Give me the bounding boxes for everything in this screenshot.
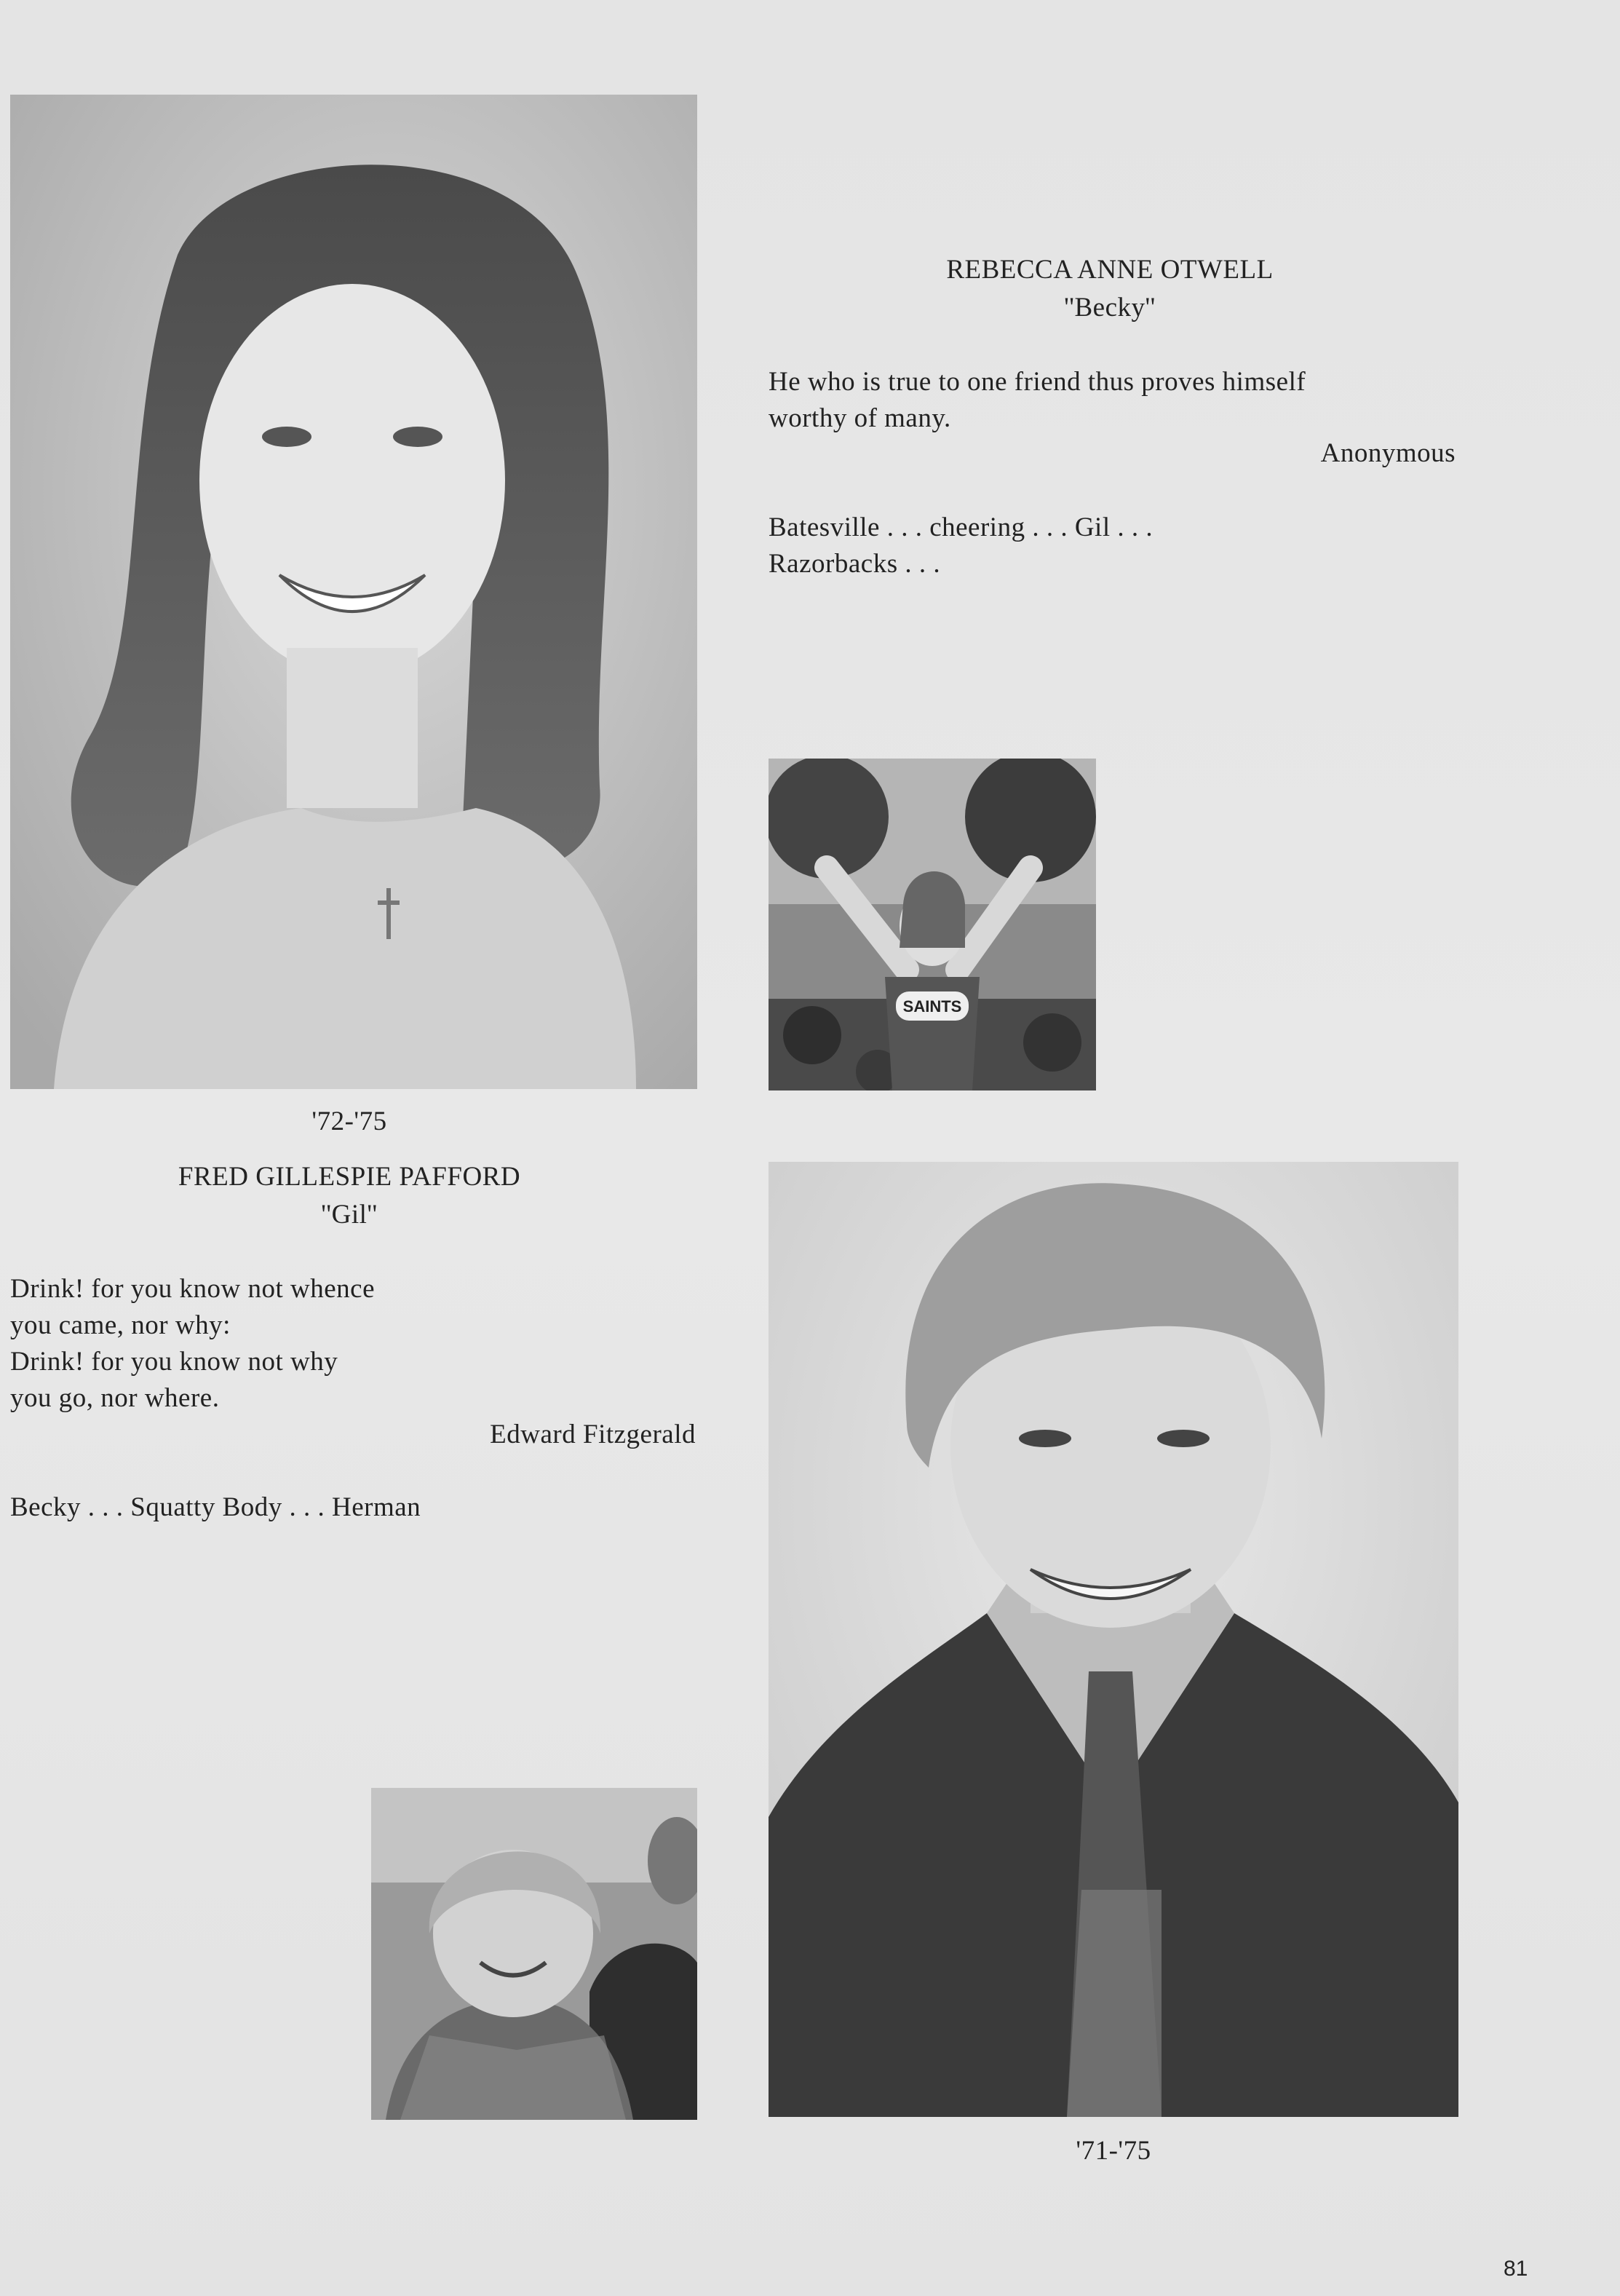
rebecca-portrait-photo	[10, 95, 697, 1089]
fred-nickname: ''Gil''	[321, 1200, 378, 1230]
fred-portrait-photo	[769, 1162, 1458, 2117]
fred-activities-line: Becky . . . Squatty Body . . . Herman	[10, 1492, 421, 1522]
fred-quote-line: you go, nor where.	[10, 1383, 220, 1413]
rebecca-candid-photo	[769, 759, 1096, 1090]
fred-quote-author: Edward Fitzgerald	[490, 1420, 696, 1449]
rebecca-quote-line: worthy of many.	[769, 403, 951, 433]
fred-years: '71-'75	[1076, 2136, 1151, 2166]
rebecca-activities-line: Razorbacks . . .	[769, 549, 941, 579]
rebecca-quote-author: Anonymous	[1320, 438, 1456, 468]
fred-quote-line: you came, nor why:	[10, 1310, 231, 1340]
rebecca-activities-line: Batesville . . . cheering . . . Gil . . .	[769, 512, 1154, 542]
saints-banner-text: SAINTS	[902, 997, 962, 1016]
page-number: 81	[1504, 2257, 1528, 2281]
fred-quote-line: Drink! for you know not whence	[10, 1274, 376, 1304]
rebecca-years: '72-'75	[311, 1107, 387, 1136]
fred-quote-line: Drink! for you know not why	[10, 1347, 338, 1377]
rebecca-nickname: ''Becky''	[1064, 293, 1156, 322]
fred-name: FRED GILLESPIE PAFFORD	[178, 1162, 521, 1192]
fred-candid-photo	[371, 1788, 697, 2120]
rebecca-name: REBECCA ANNE OTWELL	[946, 255, 1274, 285]
rebecca-quote-line: He who is true to one friend thus proves himself	[769, 367, 1306, 397]
